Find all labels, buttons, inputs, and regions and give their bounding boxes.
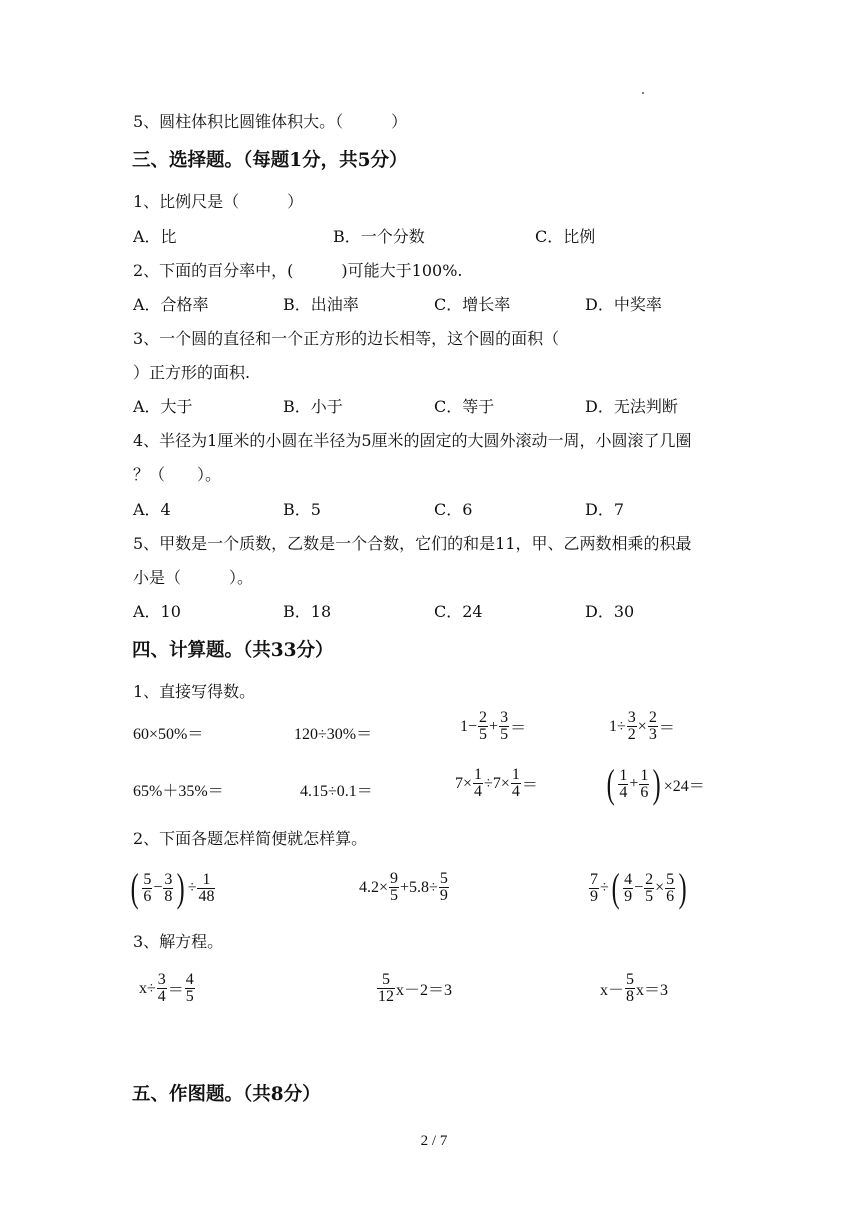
equation-2: $\frac{5}{12}$ x－2＝3 (378, 971, 453, 1005)
fraction: $\frac{5}{12}$ (378, 971, 394, 1005)
calc-part2-title: 2、下面各题怎样简便就怎样算。 (133, 829, 368, 848)
q3-option-b: B．小于 (283, 397, 343, 416)
calc-part1-title: 1、直接写得数。 (133, 682, 256, 701)
section-5-heading: 五、作图题。（共8分） (132, 1084, 321, 1105)
simplify-expr-2: 4.2× $\frac{9}{5}$ +5.8÷ $\frac{5}{9}$ (359, 870, 448, 904)
fraction: $\frac{3}{4}$ (157, 971, 166, 1005)
choice-q1: 1、比例尺是（ ） (133, 192, 304, 211)
true-false-item-5: 5、圆柱体积比圆锥体积大。（ ） (133, 112, 408, 131)
q2-option-c: C．增长率 (434, 295, 511, 314)
q2-option-d: D．中奖率 (585, 295, 662, 314)
choice-q2: 2、下面的百分率中，( )可能大于100%. (133, 261, 463, 280)
calc-expr-2: 120÷30%＝ (294, 726, 373, 743)
fraction: $\frac{1}{48}$ (198, 870, 215, 905)
equation-3: x－ $\frac{5}{8}$ x＝3 (600, 971, 669, 1005)
choice-q3-line2: ）正方形的面积. (133, 363, 251, 382)
stray-mark (642, 92, 644, 94)
q5-option-b: B．18 (283, 602, 332, 621)
q1-option-a: A．比 (133, 227, 177, 246)
calc-expr-8: ( $\frac{1}{4}$ + $\frac{1}{6}$ ) ×24＝ (606, 761, 705, 806)
calc-expr-6: 4.15÷0.1＝ (300, 783, 373, 800)
left-paren: ( (606, 761, 615, 806)
fraction: $\frac{2}{5}$ (479, 709, 488, 743)
fraction: $\frac{1}{6}$ (640, 766, 649, 801)
calc-expr-1: 60×50%＝ (133, 726, 204, 743)
q4-option-d: D．7 (585, 500, 625, 519)
fraction: $\frac{1}{4}$ (511, 766, 520, 800)
fraction: $\frac{9}{5}$ (390, 870, 399, 904)
calc-part3-title: 3、解方程。 (133, 932, 224, 951)
calc-expr-4: 1÷ $\frac{3}{2}$ × $\frac{2}{3}$ ＝ (609, 709, 675, 743)
right-paren: ) (177, 865, 186, 910)
q5-option-c: C．24 (434, 602, 483, 621)
simplify-expr-1: ( $\frac{5}{6}$ − $\frac{3}{8}$ ) ÷ $\frac{1}{48}$ (130, 865, 215, 910)
fraction: $\frac{4}{9}$ (624, 870, 633, 905)
right-paren: ) (653, 761, 662, 806)
q5-option-a: A．10 (133, 602, 181, 621)
fraction: $\frac{1}{4}$ (474, 766, 483, 800)
fraction: $\frac{3}{8}$ (164, 870, 173, 905)
calc-expr-7: 7× $\frac{1}{4}$ ÷7× $\frac{1}{4}$ ＝ (455, 766, 538, 800)
left-paren: ( (130, 865, 139, 910)
q2-option-a: A．合格率 (133, 295, 209, 314)
calc-expr-5: 65%＋35%＝ (133, 783, 224, 800)
fraction: $\frac{3}{2}$ (627, 709, 636, 743)
fraction: $\frac{5}{6}$ (666, 870, 675, 905)
q2-option-b: B．出油率 (283, 295, 359, 314)
fraction: $\frac{2}{5}$ (645, 870, 654, 905)
q4-option-a: A．4 (133, 500, 171, 519)
q4-option-c: C．6 (434, 500, 473, 519)
left-paren: ( (611, 865, 620, 910)
fraction: $\frac{7}{9}$ (590, 870, 598, 905)
choice-q5-line1: 5、甲数是一个质数，乙数是一个合数，它们的和是11，甲、乙两数相乘的积最 (133, 534, 692, 553)
calc-expr-3: 1− $\frac{2}{5}$ + $\frac{3}{5}$ ＝ (460, 709, 527, 743)
choice-q4-line1: 4、半径为1厘米的小圆在半径为5厘米的固定的大圆外滚动一周，小圆滚了几圈 (133, 431, 692, 450)
equation-1: x÷ $\frac{3}{4}$ ＝ $\frac{4}{5}$ (139, 971, 194, 1005)
fraction: $\frac{3}{5}$ (500, 709, 509, 743)
q3-option-a: A．大于 (133, 397, 193, 416)
q4-option-b: B．5 (283, 500, 321, 519)
q5-option-d: D．30 (585, 602, 635, 621)
choice-q3-line1: 3、一个圆的直径和一个正方形的边长相等，这个圆的面积（ (133, 329, 560, 348)
choice-q5-line2: 小是（ ）。 (133, 568, 254, 587)
page-number: 2 / 7 (420, 1133, 448, 1149)
q1-option-c: C．比例 (535, 227, 596, 246)
fraction: $\frac{5}{9}$ (439, 870, 448, 904)
fraction: $\frac{5}{8}$ (626, 971, 635, 1005)
q3-option-d: D．无法判断 (585, 397, 678, 416)
fraction: $\frac{2}{3}$ (648, 709, 657, 743)
fraction: $\frac{5}{6}$ (143, 870, 152, 905)
fraction: $\frac{4}{5}$ (185, 971, 194, 1005)
choice-q4-line2: ？（ ）。 (133, 465, 222, 484)
section-3-heading: 三、选择题。（每题1分，共5分） (132, 150, 408, 171)
q3-option-c: C．等于 (434, 397, 495, 416)
section-4-heading: 四、计算题。（共33分） (132, 640, 334, 661)
right-paren: ) (678, 865, 687, 910)
simplify-expr-3: $\frac{7}{9}$ ÷ ( $\frac{4}{9}$ − $\frac{2}{5}$ × $\frac{5}{6}$ ) (590, 865, 687, 910)
q1-option-b: B．一个分数 (333, 227, 425, 246)
fraction: $\frac{1}{4}$ (619, 766, 628, 801)
